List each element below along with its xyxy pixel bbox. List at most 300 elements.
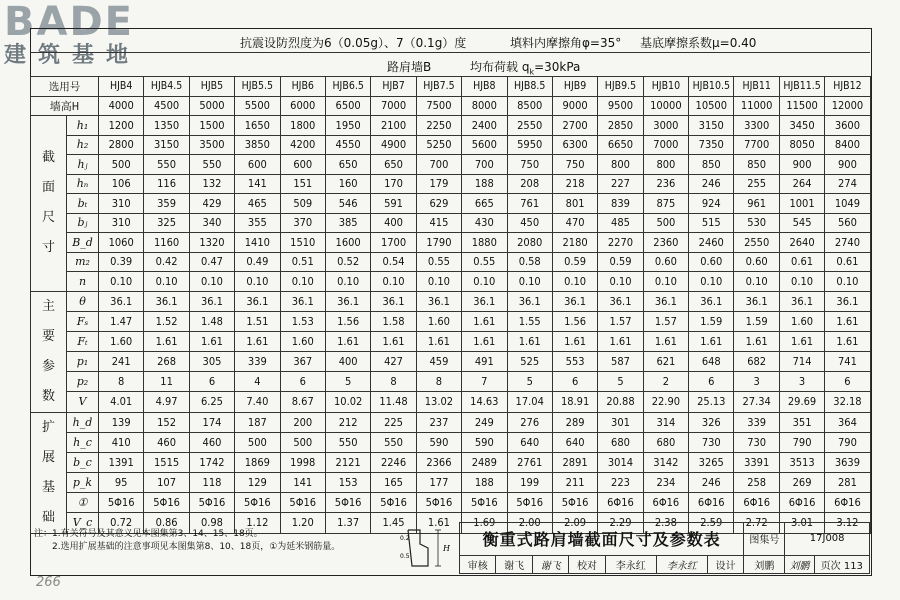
value-cell: 18.91 xyxy=(552,392,597,412)
value-cell: 682 xyxy=(734,351,779,371)
value-cell: 6Φ16 xyxy=(779,493,824,513)
value-cell: 8 xyxy=(416,372,461,392)
value-cell: 0.49 xyxy=(235,252,280,272)
header-wall-type: 路肩墙B xyxy=(387,60,432,74)
value-cell: 36.1 xyxy=(144,291,189,311)
value-cell: 0.10 xyxy=(779,272,824,292)
value-cell: 1.60 xyxy=(99,331,144,351)
value-cell: 0.51 xyxy=(280,252,325,272)
value-cell: 680 xyxy=(643,432,688,452)
value-cell: 95 xyxy=(99,472,144,492)
page-label xyxy=(814,555,869,573)
value-cell: 2100 xyxy=(371,116,416,136)
value-cell: 600 xyxy=(235,155,280,175)
value-cell: 7.40 xyxy=(235,392,280,412)
value-cell: 225 xyxy=(371,412,416,432)
value-cell: 0.59 xyxy=(552,252,597,272)
value-cell: 2360 xyxy=(643,233,688,253)
value-cell: 118 xyxy=(189,472,234,492)
value-cell: 750 xyxy=(507,155,552,175)
value-cell: 6 xyxy=(552,372,597,392)
row-symbol: bⱼ xyxy=(67,213,99,233)
header-divider xyxy=(30,52,870,53)
value-cell: 3 xyxy=(779,372,824,392)
value-cell: 1.59 xyxy=(734,311,779,331)
value-cell: 0.42 xyxy=(144,252,189,272)
value-cell: 7700 xyxy=(734,135,779,155)
value-cell: 2121 xyxy=(325,452,370,472)
value-cell: 590 xyxy=(416,432,461,452)
code-cell: HJB4.5 xyxy=(144,77,189,97)
table-row xyxy=(31,351,871,371)
row-symbol: p_k xyxy=(67,472,99,492)
group-label: 扩 展 基 础 xyxy=(31,412,67,533)
review-signature: 谢飞 xyxy=(532,555,568,573)
value-cell: 1880 xyxy=(462,233,507,253)
value-cell: 3000 xyxy=(643,116,688,136)
value-cell: 4.97 xyxy=(144,392,189,412)
value-cell: 648 xyxy=(689,351,734,371)
value-cell: 36.1 xyxy=(189,291,234,311)
value-cell: 5Φ16 xyxy=(552,493,597,513)
code-cell: HJB10.5 xyxy=(689,77,734,97)
value-cell: 1350 xyxy=(144,116,189,136)
value-cell: 1.61 xyxy=(416,513,461,533)
value-cell: 32.18 xyxy=(825,392,870,412)
parameter-table-body xyxy=(31,77,871,534)
value-cell: 500 xyxy=(643,213,688,233)
check-signature: 李永红 xyxy=(656,555,707,573)
value-cell: 1060 xyxy=(99,233,144,253)
value-cell: 355 xyxy=(235,213,280,233)
table-row xyxy=(31,493,871,513)
value-cell: 1160 xyxy=(144,233,189,253)
value-cell: 0.10 xyxy=(189,272,234,292)
value-cell: 160 xyxy=(325,174,370,194)
value-cell: 0.10 xyxy=(462,272,507,292)
code-cell: HJB4 xyxy=(99,77,144,97)
value-cell: 1790 xyxy=(416,233,461,253)
value-cell: 5950 xyxy=(507,135,552,155)
value-cell: 2700 xyxy=(552,116,597,136)
value-cell: 650 xyxy=(371,155,416,175)
code-cell: HJB6 xyxy=(280,77,325,97)
row-symbol: p₂ xyxy=(67,372,99,392)
value-cell: 3150 xyxy=(689,116,734,136)
value-cell: 1.56 xyxy=(325,311,370,331)
value-cell: 1.52 xyxy=(144,311,189,331)
value-cell: 139 xyxy=(99,412,144,432)
value-cell: 2489 xyxy=(462,452,507,472)
value-cell: 2270 xyxy=(598,233,643,253)
value-cell: 3450 xyxy=(779,116,824,136)
value-cell: 141 xyxy=(235,174,280,194)
value-cell: 2550 xyxy=(507,116,552,136)
code-cell: HJB12 xyxy=(825,77,870,97)
atlas-number: 17J008 xyxy=(785,523,870,556)
value-cell: 546 xyxy=(325,194,370,214)
value-cell: 2.29 xyxy=(598,513,643,533)
value-cell: 1049 xyxy=(825,194,870,214)
value-cell: 29.69 xyxy=(779,392,824,412)
value-cell: 6 xyxy=(189,372,234,392)
value-cell: 2550 xyxy=(734,233,779,253)
value-cell: 1998 xyxy=(280,452,325,472)
height-cell: 11500 xyxy=(779,96,824,116)
code-cell: HJB9 xyxy=(552,77,597,97)
value-cell: 36.1 xyxy=(371,291,416,311)
table-row xyxy=(31,116,871,136)
value-cell: 730 xyxy=(734,432,779,452)
value-cell: 515 xyxy=(689,213,734,233)
value-cell: 0.10 xyxy=(235,272,280,292)
value-cell: 249 xyxy=(462,412,507,432)
value-cell: 1.61 xyxy=(462,331,507,351)
load-subscript: k xyxy=(529,67,535,77)
value-cell: 211 xyxy=(552,472,597,492)
row-symbol: n xyxy=(67,272,99,292)
value-cell: 1742 xyxy=(189,452,234,472)
value-cell: 367 xyxy=(280,351,325,371)
value-cell: 4.01 xyxy=(99,392,144,412)
value-cell: 0.54 xyxy=(371,252,416,272)
value-cell: 465 xyxy=(235,194,280,214)
design-name: 刘鹏 xyxy=(744,555,785,573)
value-cell: 680 xyxy=(598,432,643,452)
value-cell: 3850 xyxy=(235,135,280,155)
value-cell: 500 xyxy=(235,432,280,452)
code-cell: HJB10 xyxy=(643,77,688,97)
value-cell: 1.48 xyxy=(189,311,234,331)
value-cell: 5Φ16 xyxy=(280,493,325,513)
value-cell: 0.86 xyxy=(144,513,189,533)
value-cell: 36.1 xyxy=(779,291,824,311)
value-cell: 0.55 xyxy=(416,252,461,272)
table-row xyxy=(31,194,871,214)
value-cell: 1950 xyxy=(325,116,370,136)
parameter-table xyxy=(30,76,871,534)
value-cell: 1.59 xyxy=(689,311,734,331)
value-cell: 924 xyxy=(689,194,734,214)
value-cell: 36.1 xyxy=(462,291,507,311)
value-cell: 550 xyxy=(371,432,416,452)
value-cell: 199 xyxy=(507,472,552,492)
value-cell: 3639 xyxy=(825,452,870,472)
value-cell: 4900 xyxy=(371,135,416,155)
value-cell: 6Φ16 xyxy=(825,493,870,513)
value-cell: 212 xyxy=(325,412,370,432)
value-cell: 3600 xyxy=(825,116,870,136)
value-cell: 13.02 xyxy=(416,392,461,412)
value-cell: 6Φ16 xyxy=(643,493,688,513)
value-cell: 665 xyxy=(462,194,507,214)
height-cell: 10500 xyxy=(689,96,734,116)
value-cell: 152 xyxy=(144,412,189,432)
value-cell: 36.1 xyxy=(416,291,461,311)
value-cell: 0.10 xyxy=(507,272,552,292)
value-cell: 36.1 xyxy=(825,291,870,311)
value-cell: 165 xyxy=(371,472,416,492)
value-cell: 2.59 xyxy=(689,513,734,533)
value-cell: 0.10 xyxy=(689,272,734,292)
value-cell: 741 xyxy=(825,351,870,371)
value-cell: 151 xyxy=(280,174,325,194)
value-cell: 1.61 xyxy=(189,331,234,351)
height-label: 墙高H xyxy=(31,96,99,116)
value-cell: 1500 xyxy=(189,116,234,136)
height-cell: 4000 xyxy=(99,96,144,116)
table-row xyxy=(31,372,871,392)
value-cell: 6Φ16 xyxy=(598,493,643,513)
diagram-side-label: 0.5 xyxy=(400,553,410,560)
value-cell: 1.61 xyxy=(825,311,870,331)
value-cell: 429 xyxy=(189,194,234,214)
page-number: 113 xyxy=(843,560,863,572)
value-cell: 36.1 xyxy=(689,291,734,311)
value-cell: 3265 xyxy=(689,452,734,472)
table-header-row xyxy=(31,77,871,97)
height-cell: 12000 xyxy=(825,96,870,116)
value-cell: 1001 xyxy=(779,194,824,214)
value-cell: 268 xyxy=(144,351,189,371)
value-cell: 0.61 xyxy=(779,252,824,272)
note-2: 2.选用扩展基础的注意事项见本图集第8、10、18页，①为延米钢筋量。 xyxy=(34,542,341,552)
value-cell: 359 xyxy=(144,194,189,214)
value-cell: 1200 xyxy=(99,116,144,136)
value-cell: 264 xyxy=(779,174,824,194)
value-cell: 0.10 xyxy=(144,272,189,292)
height-cell: 8000 xyxy=(462,96,507,116)
value-cell: 385 xyxy=(325,213,370,233)
value-cell: 301 xyxy=(598,412,643,432)
page-label-text: 页次 xyxy=(820,560,841,572)
value-cell: 1650 xyxy=(235,116,280,136)
value-cell: 1.61 xyxy=(689,331,734,351)
value-cell: 640 xyxy=(507,432,552,452)
value-cell: 11.48 xyxy=(371,392,416,412)
table-row xyxy=(31,155,871,175)
value-cell: 961 xyxy=(734,194,779,214)
value-cell: 132 xyxy=(189,174,234,194)
value-cell: 11 xyxy=(144,372,189,392)
value-cell: 2.00 xyxy=(507,513,552,533)
value-cell: 800 xyxy=(598,155,643,175)
value-cell: 0.10 xyxy=(371,272,416,292)
code-cell: HJB9.5 xyxy=(598,77,643,97)
check-label: 校对 xyxy=(569,555,605,573)
value-cell: 3150 xyxy=(144,135,189,155)
value-cell: 1515 xyxy=(144,452,189,472)
value-cell: 36.1 xyxy=(598,291,643,311)
value-cell: 3.01 xyxy=(779,513,824,533)
value-cell: 2640 xyxy=(779,233,824,253)
value-cell: 237 xyxy=(416,412,461,432)
value-cell: 10.02 xyxy=(325,392,370,412)
row-symbol: m₂ xyxy=(67,252,99,272)
value-cell: 22.90 xyxy=(643,392,688,412)
value-cell: 1.61 xyxy=(825,331,870,351)
row-symbol: ① xyxy=(67,493,99,513)
value-cell: 3500 xyxy=(189,135,234,155)
value-cell: 790 xyxy=(779,432,824,452)
value-cell: 234 xyxy=(643,472,688,492)
value-cell: 2800 xyxy=(99,135,144,155)
value-cell: 1.20 xyxy=(280,513,325,533)
value-cell: 0.72 xyxy=(99,513,144,533)
corner-page-mark: 266 xyxy=(36,575,61,590)
check-name: 李永红 xyxy=(605,555,656,573)
row-symbol: h_d xyxy=(67,412,99,432)
table-row xyxy=(31,331,871,351)
value-cell: 2.72 xyxy=(734,513,779,533)
value-cell: 141 xyxy=(280,472,325,492)
value-cell: 6 xyxy=(280,372,325,392)
value-cell: 1700 xyxy=(371,233,416,253)
value-cell: 550 xyxy=(144,155,189,175)
value-cell: 550 xyxy=(325,432,370,452)
value-cell: 2400 xyxy=(462,116,507,136)
value-cell: 3.12 xyxy=(825,513,870,533)
value-cell: 0.60 xyxy=(734,252,779,272)
value-cell: 1.58 xyxy=(371,311,416,331)
value-cell: 2366 xyxy=(416,452,461,472)
table-row xyxy=(31,213,871,233)
value-cell: 0.60 xyxy=(643,252,688,272)
value-cell: 730 xyxy=(689,432,734,452)
value-cell: 560 xyxy=(825,213,870,233)
value-cell: 545 xyxy=(779,213,824,233)
value-cell: 1600 xyxy=(325,233,370,253)
value-cell: 0.59 xyxy=(598,252,643,272)
value-cell: 1.60 xyxy=(779,311,824,331)
value-cell: 8050 xyxy=(779,135,824,155)
load-label: 均布荷载 q xyxy=(470,60,530,74)
value-cell: 3014 xyxy=(598,452,643,472)
value-cell: 400 xyxy=(325,351,370,371)
value-cell: 6 xyxy=(825,372,870,392)
value-cell: 3391 xyxy=(734,452,779,472)
value-cell: 1.56 xyxy=(552,311,597,331)
height-cell: 5000 xyxy=(189,96,234,116)
value-cell: 6650 xyxy=(598,135,643,155)
value-cell: 500 xyxy=(99,155,144,175)
value-cell: 129 xyxy=(235,472,280,492)
value-cell: 310 xyxy=(99,213,144,233)
value-cell: 650 xyxy=(325,155,370,175)
value-cell: 640 xyxy=(552,432,597,452)
value-cell: 5600 xyxy=(462,135,507,155)
value-cell: 8.67 xyxy=(280,392,325,412)
value-cell: 3 xyxy=(734,372,779,392)
value-cell: 6300 xyxy=(552,135,597,155)
value-cell: 2460 xyxy=(689,233,734,253)
value-cell: 427 xyxy=(371,351,416,371)
value-cell: 289 xyxy=(552,412,597,432)
table-row xyxy=(31,174,871,194)
value-cell: 5Φ16 xyxy=(99,493,144,513)
row-symbol: h_c xyxy=(67,432,99,452)
table-height-row xyxy=(31,96,871,116)
value-cell: 1.61 xyxy=(643,331,688,351)
value-cell: 1.47 xyxy=(99,311,144,331)
value-cell: 2246 xyxy=(371,452,416,472)
value-cell: 1391 xyxy=(99,452,144,472)
value-cell: 7000 xyxy=(643,135,688,155)
value-cell: 223 xyxy=(598,472,643,492)
height-cell: 8500 xyxy=(507,96,552,116)
value-cell: 590 xyxy=(462,432,507,452)
diagram-top-label: 0.2 xyxy=(400,535,410,542)
row-symbol: V_c xyxy=(67,513,99,533)
value-cell: 227 xyxy=(598,174,643,194)
value-cell: 459 xyxy=(416,351,461,371)
value-cell: 1.61 xyxy=(416,331,461,351)
value-cell: 621 xyxy=(643,351,688,371)
table-row xyxy=(31,252,871,272)
value-cell: 187 xyxy=(235,412,280,432)
value-cell: 25.13 xyxy=(689,392,734,412)
diagram-h-label: H xyxy=(443,544,450,553)
height-cell: 9500 xyxy=(598,96,643,116)
value-cell: 5 xyxy=(507,372,552,392)
value-cell: 364 xyxy=(825,412,870,432)
value-cell: 1.60 xyxy=(416,311,461,331)
value-cell: 8 xyxy=(371,372,416,392)
value-cell: 274 xyxy=(825,174,870,194)
value-cell: 174 xyxy=(189,412,234,432)
value-cell: 450 xyxy=(507,213,552,233)
value-cell: 500 xyxy=(280,432,325,452)
value-cell: 1.61 xyxy=(371,331,416,351)
value-cell: 0.98 xyxy=(189,513,234,533)
value-cell: 1869 xyxy=(235,452,280,472)
value-cell: 801 xyxy=(552,194,597,214)
code-cell: HJB7 xyxy=(371,77,416,97)
value-cell: 200 xyxy=(280,412,325,432)
value-cell: 36.1 xyxy=(235,291,280,311)
value-cell: 188 xyxy=(462,472,507,492)
value-cell: 153 xyxy=(325,472,370,492)
value-cell: 460 xyxy=(189,432,234,452)
value-cell: 0.10 xyxy=(325,272,370,292)
table-row xyxy=(31,311,871,331)
value-cell: 2.38 xyxy=(643,513,688,533)
value-cell: 351 xyxy=(779,412,824,432)
value-cell: 4200 xyxy=(280,135,325,155)
value-cell: 591 xyxy=(371,194,416,214)
value-cell: 5 xyxy=(598,372,643,392)
code-cell: HJB8 xyxy=(462,77,507,97)
value-cell: 0.10 xyxy=(825,272,870,292)
value-cell: 790 xyxy=(825,432,870,452)
value-cell: 800 xyxy=(643,155,688,175)
height-cell: 7000 xyxy=(371,96,416,116)
value-cell: 7 xyxy=(462,372,507,392)
value-cell: 0.47 xyxy=(189,252,234,272)
table-row xyxy=(31,135,871,155)
value-cell: 2740 xyxy=(825,233,870,253)
row-symbol: Fₜ xyxy=(67,331,99,351)
value-cell: 4550 xyxy=(325,135,370,155)
code-cell: HJB7.5 xyxy=(416,77,461,97)
value-cell: 20.88 xyxy=(598,392,643,412)
table-row xyxy=(31,392,871,412)
table-row xyxy=(31,233,871,253)
height-cell: 6500 xyxy=(325,96,370,116)
height-cell: 4500 xyxy=(144,96,189,116)
value-cell: 1.61 xyxy=(462,311,507,331)
value-cell: 900 xyxy=(825,155,870,175)
